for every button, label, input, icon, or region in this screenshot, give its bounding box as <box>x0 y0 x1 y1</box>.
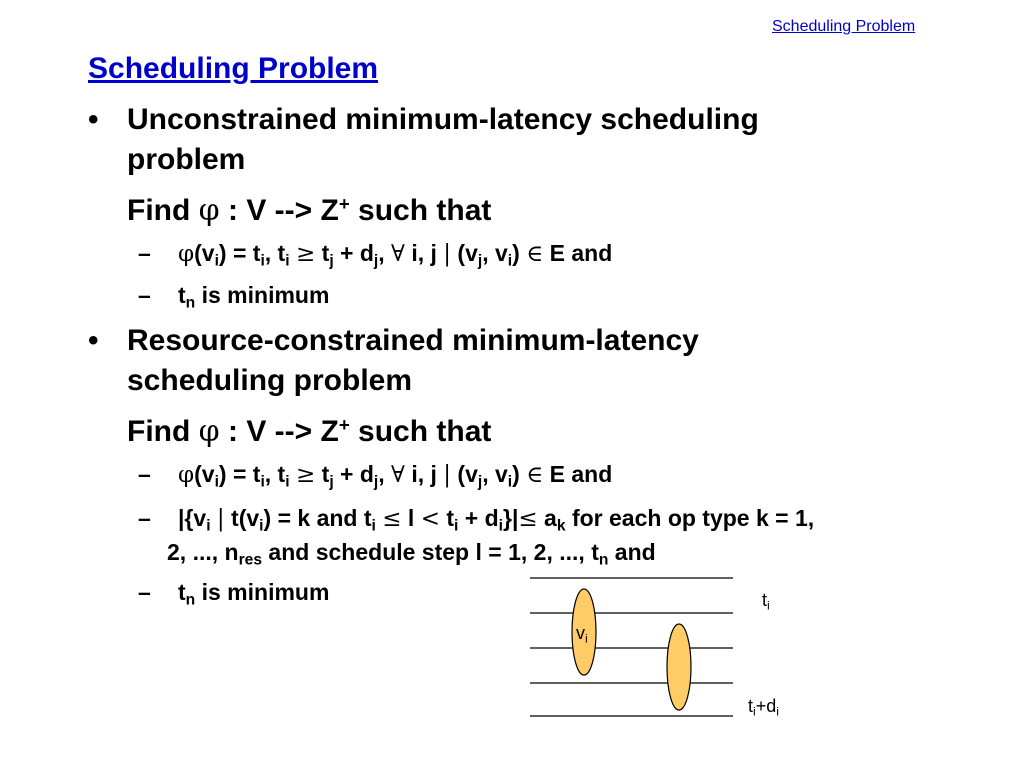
s2-find: Find φ : V --> Z+ such that <box>127 413 492 449</box>
operation-oval-2 <box>667 624 691 710</box>
s2-cond1: $\varphi(v_i) = t_i$, $t_i \ge t_j + d_j$, ∀ i, j | ($v_j$, $v_i$) ∈ E and <box>178 461 613 491</box>
dash: – <box>138 240 151 266</box>
node-label-vi: $v_i$ <box>576 623 588 646</box>
t-label: $t_i$ <box>762 590 770 613</box>
dash: – <box>138 461 151 487</box>
s2-cond3: $t_n$ is minimum <box>178 579 330 609</box>
dash: – <box>138 579 151 605</box>
diagram-graphic <box>520 568 740 728</box>
s1-cond1: $\varphi(v_i) = t_i$, $t_i \ge t_j + d_j$, ∀ i, j | ($v_j$, $v_i$) ∈ E and <box>178 240 613 270</box>
s2-line2: scheduling problem <box>127 364 413 397</box>
t-plus-d-label: $t_i+d_i$ <box>748 696 779 719</box>
dash: – <box>138 282 151 308</box>
dash: – <box>138 505 151 531</box>
s1-find: Find φ : V --> Z+ such that <box>127 192 492 228</box>
bullet-1: • <box>88 103 99 136</box>
header-link[interactable]: Scheduling Problem <box>772 18 916 35</box>
slide-title[interactable]: Scheduling Problem <box>88 52 379 85</box>
s2-line1: Resource-constrained minimum-latency <box>127 324 699 357</box>
s2-cond2: $|\{v_i$ | $t(v_i) = k$ and $t_i \le l < t_i + d_i\}|\le a_k$ for each op type k = 1, <box>178 505 815 535</box>
bullet-2: • <box>88 324 99 357</box>
s1-line2: problem <box>127 143 246 176</box>
s1-line1: Unconstrained minimum-latency scheduling <box>127 103 759 136</box>
schedule-diagram <box>520 568 800 728</box>
s1-cond2: $t_n$ is minimum <box>178 282 330 312</box>
s2-cond2-cont: 2, ..., $n_{res}$ and schedule step l = 1, 2, ..., $t_n$ and <box>167 539 656 569</box>
